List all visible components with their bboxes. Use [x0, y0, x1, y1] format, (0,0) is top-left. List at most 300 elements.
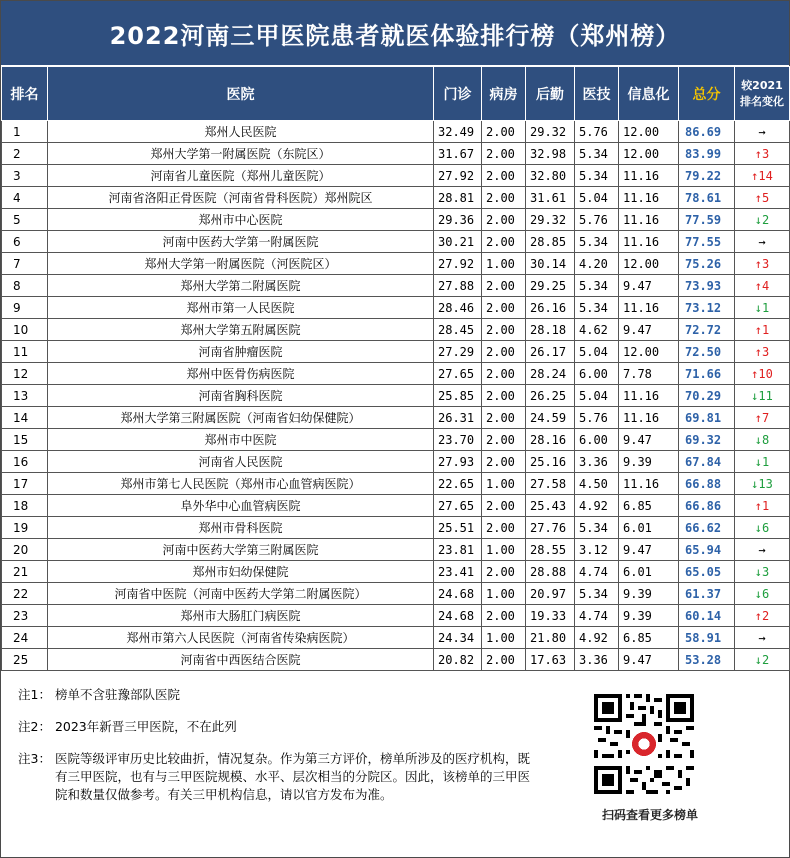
cell-ward: 2.00: [482, 451, 526, 473]
col-header-total: 总分: [679, 67, 735, 121]
table-row: [2, 495, 790, 517]
table-row: [2, 605, 790, 627]
arrow-up-icon: ↑: [754, 608, 762, 623]
cell-hospital: 郑州大学第一附属医院（东院区）: [48, 143, 434, 165]
cell-outpatient: 27.65: [434, 495, 482, 517]
cell-informatization: 9.39: [619, 451, 679, 473]
cell-outpatient: 27.92: [434, 165, 482, 187]
cell-rank: 4: [2, 187, 48, 209]
cell-medtech: 4.74: [575, 561, 619, 583]
cell-rank: 17: [2, 473, 48, 495]
table-row: [2, 231, 790, 253]
cell-logistics: 21.80: [526, 627, 575, 649]
table-row: [2, 473, 790, 495]
rank-change-value: 4: [762, 278, 770, 293]
cell-informatization: 9.47: [619, 275, 679, 297]
cell-logistics: 17.63: [526, 649, 575, 671]
cell-informatization: 11.16: [619, 407, 679, 429]
qr-code-icon[interactable]: [594, 694, 694, 794]
cell-hospital: 阜外华中心血管病医院: [48, 495, 434, 517]
cell-medtech: 4.62: [575, 319, 619, 341]
cell-rank: 6: [2, 231, 48, 253]
qr-caption: 扫码查看更多榜单: [601, 808, 698, 822]
cell-medtech: 4.20: [575, 253, 619, 275]
cell-total: 83.99: [679, 143, 735, 165]
table-row: [2, 341, 790, 363]
cell-medtech: 5.04: [575, 385, 619, 407]
rank-change-value: 2: [762, 608, 770, 623]
cell-outpatient: 23.41: [434, 561, 482, 583]
cell-medtech: 6.00: [575, 429, 619, 451]
col-header-rank: 排名: [2, 67, 48, 121]
cell-outpatient: 29.36: [434, 209, 482, 231]
qr-block: [594, 694, 706, 823]
cell-hospital: 河南省肿瘤医院: [48, 341, 434, 363]
note-tag: 注3：: [18, 751, 51, 766]
cell-ward: 1.00: [482, 253, 526, 275]
cell-rank-change: [735, 517, 790, 539]
cell-total: 66.88: [679, 473, 735, 495]
arrow-up-icon: ↑: [754, 256, 762, 271]
cell-rank: 21: [2, 561, 48, 583]
cell-logistics: 19.33: [526, 605, 575, 627]
cell-medtech: 5.34: [575, 165, 619, 187]
arrow-down-icon: ↓: [754, 520, 762, 535]
cell-medtech: 5.76: [575, 121, 619, 143]
cell-informatization: 12.00: [619, 143, 679, 165]
table-row: [2, 143, 790, 165]
cell-rank-change: [735, 121, 790, 143]
arrow-right-icon: →: [758, 124, 766, 139]
cell-outpatient: 27.29: [434, 341, 482, 363]
cell-medtech: 5.34: [575, 143, 619, 165]
cell-hospital: 河南省人民医院: [48, 451, 434, 473]
cell-total: 73.12: [679, 297, 735, 319]
cell-outpatient: 20.82: [434, 649, 482, 671]
table-row: [2, 275, 790, 297]
col-header-logistics: 后勤: [526, 67, 575, 121]
note-text: 2023年新晋三甲医院，不在此列: [54, 719, 237, 734]
cell-total: 65.94: [679, 539, 735, 561]
arrow-right-icon: →: [758, 542, 766, 557]
cell-hospital: 河南中医药大学第一附属医院: [48, 231, 434, 253]
cell-total: 73.93: [679, 275, 735, 297]
rank-change-value: 7: [762, 410, 770, 425]
cell-hospital: 郑州大学第一附属医院（河医院区）: [48, 253, 434, 275]
cell-logistics: 30.14: [526, 253, 575, 275]
cell-rank-change: [735, 275, 790, 297]
cell-outpatient: 27.92: [434, 253, 482, 275]
cell-ward: 2.00: [482, 341, 526, 363]
cell-hospital: 河南省中医院（河南中医药大学第二附属医院）: [48, 583, 434, 605]
cell-outpatient: 24.68: [434, 583, 482, 605]
cell-medtech: 4.50: [575, 473, 619, 495]
page-title: 2022河南三甲医院患者就医体验排行榜（郑州榜）: [1, 1, 789, 65]
cell-logistics: 27.76: [526, 517, 575, 539]
cell-rank-change: [735, 429, 790, 451]
cell-informatization: 6.85: [619, 627, 679, 649]
table-row: [2, 297, 790, 319]
table-row: [2, 187, 790, 209]
cell-hospital: 郑州市妇幼保健院: [48, 561, 434, 583]
cell-rank: 24: [2, 627, 48, 649]
cell-ward: 2.00: [482, 209, 526, 231]
cell-total: 53.28: [679, 649, 735, 671]
cell-outpatient: 23.70: [434, 429, 482, 451]
cell-informatization: 11.16: [619, 165, 679, 187]
arrow-up-icon: ↑: [754, 344, 762, 359]
cell-hospital: 郑州中医骨伤病医院: [48, 363, 434, 385]
cell-medtech: 5.34: [575, 517, 619, 539]
cell-total: 72.50: [679, 341, 735, 363]
note-tag: 注2：: [18, 719, 51, 734]
cell-logistics: 29.32: [526, 121, 575, 143]
cell-total: 77.55: [679, 231, 735, 253]
cell-rank: 5: [2, 209, 48, 231]
cell-rank: 10: [2, 319, 48, 341]
cell-total: 69.81: [679, 407, 735, 429]
col-header-informatization: 信息化: [619, 67, 679, 121]
arrow-down-icon: ↓: [754, 564, 762, 579]
col-header-change-line1: 较2021: [741, 78, 783, 92]
note-1: [18, 686, 538, 704]
cell-logistics: 25.16: [526, 451, 575, 473]
arrow-down-icon: ↓: [754, 212, 762, 227]
cell-logistics: 26.25: [526, 385, 575, 407]
cell-hospital: 郑州大学第三附属医院（河南省妇幼保健院）: [48, 407, 434, 429]
cell-rank-change: [735, 561, 790, 583]
cell-medtech: 5.04: [575, 187, 619, 209]
cell-ward: 2.00: [482, 561, 526, 583]
cell-ward: 2.00: [482, 319, 526, 341]
cell-total: 77.59: [679, 209, 735, 231]
col-header-change-line2: 排名变化: [740, 94, 784, 108]
rank-change-value: 1: [762, 498, 770, 513]
arrow-down-icon: ↓: [754, 300, 762, 315]
cell-medtech: 5.76: [575, 209, 619, 231]
note-text: 医院等级评审历史比较曲折，情况复杂。作为第三方评价，榜单所涉及的医疗机构，既有三甲医院，也有与三甲医院规模、水平、层次相当的分院区。因此，该榜单的三甲医院和数量仅做参考。有关三甲机构信息，请以官方发布为准。: [54, 751, 530, 802]
cell-logistics: 25.43: [526, 495, 575, 517]
rank-change-value: 10: [758, 366, 773, 381]
cell-hospital: 河南省中西医结合医院: [48, 649, 434, 671]
cell-logistics: 28.55: [526, 539, 575, 561]
cell-informatization: 9.47: [619, 649, 679, 671]
note-tag: 注1：: [18, 687, 51, 702]
cell-medtech: 3.36: [575, 451, 619, 473]
arrow-up-icon: ↑: [751, 168, 759, 183]
cell-informatization: 12.00: [619, 121, 679, 143]
arrow-down-icon: ↓: [754, 454, 762, 469]
table-row: [2, 363, 790, 385]
cell-ward: 2.00: [482, 495, 526, 517]
cell-rank-change: [735, 319, 790, 341]
rank-change-value: 1: [762, 300, 770, 315]
cell-rank-change: [735, 253, 790, 275]
rank-change-value: 8: [762, 432, 770, 447]
cell-ward: 2.00: [482, 121, 526, 143]
cell-medtech: 3.36: [575, 649, 619, 671]
rank-change-value: 3: [762, 146, 770, 161]
arrow-up-icon: ↑: [754, 146, 762, 161]
note-text: 榜单不含驻豫部队医院: [54, 687, 180, 702]
cell-informatization: 9.39: [619, 605, 679, 627]
cell-rank-change: [735, 209, 790, 231]
cell-hospital: 郑州市第一人民医院: [48, 297, 434, 319]
cell-rank-change: [735, 143, 790, 165]
cell-total: 86.69: [679, 121, 735, 143]
rank-change-value: 14: [758, 168, 773, 183]
cell-logistics: 28.18: [526, 319, 575, 341]
cell-hospital: 郑州市中医院: [48, 429, 434, 451]
cell-logistics: 32.80: [526, 165, 575, 187]
cell-rank: 11: [2, 341, 48, 363]
cell-rank-change: [735, 583, 790, 605]
table-row: [2, 539, 790, 561]
cell-rank-change: [735, 473, 790, 495]
cell-informatization: 6.01: [619, 561, 679, 583]
cell-medtech: 4.92: [575, 495, 619, 517]
cell-logistics: 26.17: [526, 341, 575, 363]
cell-medtech: 3.12: [575, 539, 619, 561]
rank-change-value: 6: [762, 520, 770, 535]
col-header-change: [735, 67, 790, 121]
cell-hospital: 郑州市大肠肛门病医院: [48, 605, 434, 627]
cell-ward: 2.00: [482, 275, 526, 297]
cell-hospital: 河南中医药大学第三附属医院: [48, 539, 434, 561]
cell-outpatient: 23.81: [434, 539, 482, 561]
cell-medtech: 5.04: [575, 341, 619, 363]
note-3: [18, 750, 538, 804]
cell-total: 66.86: [679, 495, 735, 517]
table-row: [2, 649, 790, 671]
cell-ward: 2.00: [482, 363, 526, 385]
col-header-outpatient: 门诊: [434, 67, 482, 121]
cell-outpatient: 28.46: [434, 297, 482, 319]
cell-logistics: 28.85: [526, 231, 575, 253]
arrow-down-icon: ↓: [751, 388, 759, 403]
table-row: [2, 429, 790, 451]
cell-outpatient: 28.81: [434, 187, 482, 209]
cell-logistics: 28.16: [526, 429, 575, 451]
arrow-down-icon: ↓: [754, 652, 762, 667]
cell-total: 69.32: [679, 429, 735, 451]
cell-outpatient: 24.34: [434, 627, 482, 649]
cell-rank: 3: [2, 165, 48, 187]
cell-total: 61.37: [679, 583, 735, 605]
cell-rank: 14: [2, 407, 48, 429]
cell-logistics: 31.61: [526, 187, 575, 209]
table-row: [2, 561, 790, 583]
cell-rank-change: [735, 627, 790, 649]
cell-logistics: 32.98: [526, 143, 575, 165]
cell-rank: 25: [2, 649, 48, 671]
arrow-right-icon: →: [758, 630, 766, 645]
cell-total: 79.22: [679, 165, 735, 187]
cell-ward: 2.00: [482, 407, 526, 429]
rank-change-value: 6: [762, 586, 770, 601]
cell-hospital: 郑州市第六人民医院（河南省传染病医院）: [48, 627, 434, 649]
arrow-up-icon: ↑: [754, 410, 762, 425]
cell-hospital: 郑州市骨科医院: [48, 517, 434, 539]
cell-outpatient: 25.51: [434, 517, 482, 539]
cell-ward: 2.00: [482, 605, 526, 627]
cell-outpatient: 28.45: [434, 319, 482, 341]
cell-rank: 8: [2, 275, 48, 297]
cell-medtech: 5.34: [575, 583, 619, 605]
cell-ward: 2.00: [482, 517, 526, 539]
table-row: [2, 165, 790, 187]
cell-medtech: 5.34: [575, 275, 619, 297]
cell-medtech: 6.00: [575, 363, 619, 385]
arrow-down-icon: ↓: [751, 476, 759, 491]
cell-ward: 2.00: [482, 429, 526, 451]
cell-logistics: 27.58: [526, 473, 575, 495]
cell-rank: 13: [2, 385, 48, 407]
cell-ward: 1.00: [482, 627, 526, 649]
cell-informatization: 11.16: [619, 209, 679, 231]
cell-informatization: 6.85: [619, 495, 679, 517]
rank-change-value: 3: [762, 344, 770, 359]
cell-hospital: 郑州人民医院: [48, 121, 434, 143]
cell-ward: 1.00: [482, 473, 526, 495]
cell-rank: 22: [2, 583, 48, 605]
rank-change-value: 1: [762, 454, 770, 469]
cell-medtech: 5.34: [575, 297, 619, 319]
cell-rank-change: [735, 605, 790, 627]
cell-rank-change: [735, 407, 790, 429]
cell-rank: 23: [2, 605, 48, 627]
rank-change-value: 5: [762, 190, 770, 205]
rank-change-value: 11: [758, 388, 773, 403]
cell-rank: 19: [2, 517, 48, 539]
rank-change-value: 2: [762, 652, 770, 667]
cell-outpatient: 26.31: [434, 407, 482, 429]
table-row: [2, 209, 790, 231]
cell-medtech: 5.76: [575, 407, 619, 429]
cell-total: 78.61: [679, 187, 735, 209]
cell-rank-change: [735, 451, 790, 473]
cell-total: 75.26: [679, 253, 735, 275]
cell-hospital: 河南省胸科医院: [48, 385, 434, 407]
cell-informatization: 11.16: [619, 473, 679, 495]
cell-rank-change: [735, 297, 790, 319]
cell-rank: 12: [2, 363, 48, 385]
arrow-up-icon: ↑: [751, 366, 759, 381]
cell-ward: 2.00: [482, 385, 526, 407]
cell-total: 70.29: [679, 385, 735, 407]
cell-ward: 1.00: [482, 539, 526, 561]
cell-logistics: 24.59: [526, 407, 575, 429]
rank-change-value: 3: [762, 564, 770, 579]
arrow-up-icon: ↑: [754, 498, 762, 513]
cell-informatization: 9.47: [619, 429, 679, 451]
cell-informatization: 12.00: [619, 341, 679, 363]
cell-logistics: 29.32: [526, 209, 575, 231]
cell-ward: 1.00: [482, 583, 526, 605]
cell-informatization: 6.01: [619, 517, 679, 539]
table-row: [2, 517, 790, 539]
cell-rank: 16: [2, 451, 48, 473]
table-row: [2, 583, 790, 605]
cell-outpatient: 27.88: [434, 275, 482, 297]
cell-outpatient: 31.67: [434, 143, 482, 165]
cell-total: 66.62: [679, 517, 735, 539]
cell-outpatient: 30.21: [434, 231, 482, 253]
col-header-hospital: 医院: [48, 67, 434, 121]
table-row: [2, 451, 790, 473]
arrow-right-icon: →: [758, 234, 766, 249]
ranking-table: [1, 66, 790, 671]
table-row: [2, 385, 790, 407]
cell-outpatient: 24.68: [434, 605, 482, 627]
cell-ward: 2.00: [482, 143, 526, 165]
table-row: [2, 627, 790, 649]
cell-informatization: 12.00: [619, 253, 679, 275]
cell-outpatient: 25.85: [434, 385, 482, 407]
cell-hospital: 河南省洛阳正骨医院（河南省骨科医院）郑州院区: [48, 187, 434, 209]
cell-medtech: 4.92: [575, 627, 619, 649]
cell-logistics: 29.25: [526, 275, 575, 297]
cell-medtech: 4.74: [575, 605, 619, 627]
cell-outpatient: 32.49: [434, 121, 482, 143]
cell-logistics: 26.16: [526, 297, 575, 319]
cell-rank: 20: [2, 539, 48, 561]
cell-outpatient: 22.65: [434, 473, 482, 495]
cell-informatization: 9.47: [619, 539, 679, 561]
arrow-down-icon: ↓: [754, 586, 762, 601]
cell-rank: 18: [2, 495, 48, 517]
cell-ward: 2.00: [482, 165, 526, 187]
cell-informatization: 11.16: [619, 187, 679, 209]
cell-informatization: 11.16: [619, 231, 679, 253]
cell-total: 71.66: [679, 363, 735, 385]
cell-hospital: 河南省儿童医院（郑州儿童医院）: [48, 165, 434, 187]
cell-logistics: 28.88: [526, 561, 575, 583]
cell-outpatient: 27.93: [434, 451, 482, 473]
note-2: [18, 718, 538, 736]
cell-rank: 2: [2, 143, 48, 165]
cell-ward: 2.00: [482, 297, 526, 319]
cell-informatization: 11.16: [619, 385, 679, 407]
cell-ward: 2.00: [482, 649, 526, 671]
table-row: [2, 253, 790, 275]
cell-hospital: 郑州市中心医院: [48, 209, 434, 231]
cell-ward: 2.00: [482, 231, 526, 253]
cell-rank-change: [735, 165, 790, 187]
cell-total: 60.14: [679, 605, 735, 627]
table-row: [2, 319, 790, 341]
rank-change-value: 13: [758, 476, 773, 491]
cell-rank-change: [735, 341, 790, 363]
col-header-medtech: 医技: [575, 67, 619, 121]
arrow-up-icon: ↑: [754, 322, 762, 337]
cell-outpatient: 27.65: [434, 363, 482, 385]
table-header-row: [2, 67, 790, 121]
cell-total: 58.91: [679, 627, 735, 649]
cell-total: 65.05: [679, 561, 735, 583]
cell-rank-change: [735, 363, 790, 385]
rank-change-value: 1: [762, 322, 770, 337]
cell-rank-change: [735, 495, 790, 517]
cell-informatization: 9.47: [619, 319, 679, 341]
cell-logistics: 20.97: [526, 583, 575, 605]
col-header-ward: 病房: [482, 67, 526, 121]
cell-total: 72.72: [679, 319, 735, 341]
cell-rank: 1: [2, 121, 48, 143]
rank-change-value: 3: [762, 256, 770, 271]
cell-informatization: 11.16: [619, 297, 679, 319]
cell-medtech: 5.34: [575, 231, 619, 253]
